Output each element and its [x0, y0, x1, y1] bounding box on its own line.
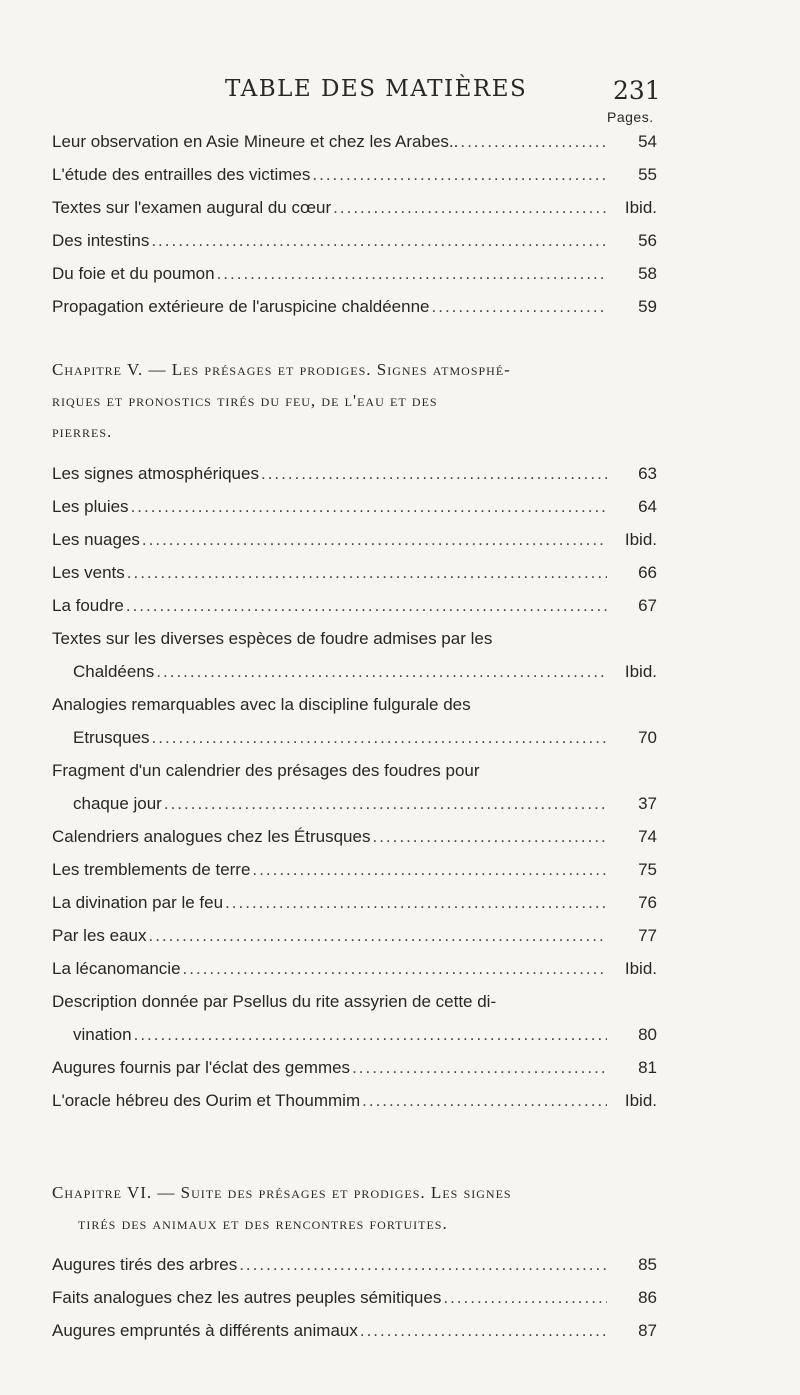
- toc-entry: [52, 1248, 657, 1281]
- entry-page: Ibid.: [624, 1091, 657, 1110]
- toc-entry: [52, 820, 657, 853]
- entry-page: 70: [638, 728, 657, 747]
- entry-label-continued: Chaldéens: [73, 662, 155, 681]
- entry-label: La foudre: [52, 596, 124, 615]
- chapter-6-heading-line-1: Chapitre VI. — Suite des présages et prodiges. Les signes: [52, 1183, 512, 1202]
- toc-entry: [52, 886, 657, 919]
- toc-entry: [52, 622, 657, 688]
- entry-label-continued: chaque jour: [73, 794, 162, 813]
- entry-label: Des intestins: [52, 231, 150, 250]
- entry-page: 66: [638, 563, 657, 582]
- page-number: 231: [613, 76, 661, 105]
- entry-page: 75: [638, 860, 657, 879]
- chapter-6-heading: [52, 1177, 657, 1239]
- toc-entry: [52, 853, 657, 886]
- entry-page: 56: [638, 231, 657, 250]
- entry-label: Du foie et du poumon: [52, 264, 215, 283]
- entry-page: 37: [638, 794, 657, 813]
- chapter-5-heading-line-3: pierres.: [52, 422, 113, 441]
- entry-page: 80: [638, 1025, 657, 1044]
- entry-page: Ibid.: [624, 662, 657, 681]
- entry-label: Textes sur l'examen augural du cœur: [52, 198, 332, 217]
- toc-entry: [52, 523, 657, 556]
- toc-entry: [52, 688, 657, 754]
- chapter-6-heading-line-2: tirés des animaux et des rencontres fortuites.: [78, 1214, 448, 1233]
- toc-entry: [52, 754, 657, 820]
- entry-label: Augures tirés des arbres: [52, 1255, 238, 1274]
- entry-page: 54: [638, 132, 657, 151]
- entry-label: Les pluies: [52, 497, 129, 516]
- entry-label: Les nuages: [52, 530, 140, 549]
- toc-entry: [52, 1051, 657, 1084]
- entry-label: Augures empruntés à différents animaux: [52, 1321, 358, 1340]
- toc-entry: [52, 257, 657, 290]
- entry-label: L'oracle hébreu des Ourim et Thoummim: [52, 1091, 361, 1110]
- toc-entry: [52, 1084, 657, 1117]
- toc-entry: [52, 158, 657, 191]
- entry-page: 76: [638, 893, 657, 912]
- running-title: TABLE DES MATIÈRES: [225, 76, 528, 102]
- entry-page: 77: [638, 926, 657, 945]
- entry-label: Les signes atmosphériques: [52, 464, 259, 483]
- entry-label: Par les eaux: [52, 926, 147, 945]
- entry-label: Augures fournis par l'éclat des gemmes: [52, 1058, 351, 1077]
- entry-label-continued: vination: [73, 1025, 132, 1044]
- entry-label: Calendriers analogues chez les Étrusques: [52, 827, 371, 846]
- entry-label: Analogies remarquables avec la discipline fulgurale des: [52, 695, 471, 714]
- chapter-5-heading: [52, 354, 657, 447]
- entry-page: Ibid.: [624, 959, 657, 978]
- entry-label: La lécanomancie: [52, 959, 181, 978]
- entry-label: Propagation extérieure de l'aruspicine chaldéenne: [52, 297, 430, 316]
- entry-label: L'étude des entrailles des victimes: [52, 165, 311, 184]
- toc-entry: [52, 952, 657, 985]
- entry-page: 63: [638, 464, 657, 483]
- entry-label: Faits analogues chez les autres peuples sémitiques: [52, 1288, 442, 1307]
- toc-entry: [52, 556, 657, 589]
- toc-section-chapter-5: [52, 457, 657, 1117]
- toc-entry: [52, 457, 657, 490]
- entry-label: Description donnée par Psellus du rite assyrien de cette di-: [52, 992, 497, 1011]
- toc-section-chapter-6: [52, 1248, 657, 1347]
- entry-label: Les vents: [52, 563, 125, 582]
- toc-entry: [52, 125, 657, 158]
- toc-entry: [52, 589, 657, 622]
- entry-label: Les tremblements de terre: [52, 860, 251, 879]
- entry-page: 87: [638, 1321, 657, 1340]
- page-header: [0, 76, 800, 110]
- entry-page: Ibid.: [624, 198, 657, 217]
- entry-label-continued: Etrusques: [73, 728, 150, 747]
- entry-label: Textes sur les diverses espèces de foudre admises par les: [52, 629, 493, 648]
- entry-page: 67: [638, 596, 657, 615]
- entry-label: Leur observation en Asie Mineure et chez les Arabes..: [52, 132, 459, 151]
- entry-page: 85: [638, 1255, 657, 1274]
- entry-page: 86: [638, 1288, 657, 1307]
- toc-entry: [52, 1281, 657, 1314]
- toc-entry: [52, 191, 657, 224]
- toc-entry: [52, 985, 657, 1051]
- chapter-5-heading-line-2: riques et pronostics tirés du feu, de l'eau et des: [52, 391, 438, 410]
- toc-entry: [52, 290, 657, 323]
- pages-column-label: Pages.: [607, 109, 654, 125]
- entry-page: 64: [638, 497, 657, 516]
- toc-section-top: [52, 125, 657, 323]
- toc-entry: [52, 490, 657, 523]
- entry-label: La divination par le feu: [52, 893, 224, 912]
- entry-page: 81: [638, 1058, 657, 1077]
- entry-label: Fragment d'un calendrier des présages des foudres pour: [52, 761, 480, 780]
- toc-entry: [52, 919, 657, 952]
- toc-entry: [52, 224, 657, 257]
- entry-page: 59: [638, 297, 657, 316]
- chapter-5-heading-line-1: Chapitre V. — Les présages et prodiges. Signes atmosphé-: [52, 360, 511, 379]
- entry-page: 74: [638, 827, 657, 846]
- entry-page: 58: [638, 264, 657, 283]
- entry-page: Ibid.: [624, 530, 657, 549]
- entry-page: 55: [638, 165, 657, 184]
- toc-entry: [52, 1314, 657, 1347]
